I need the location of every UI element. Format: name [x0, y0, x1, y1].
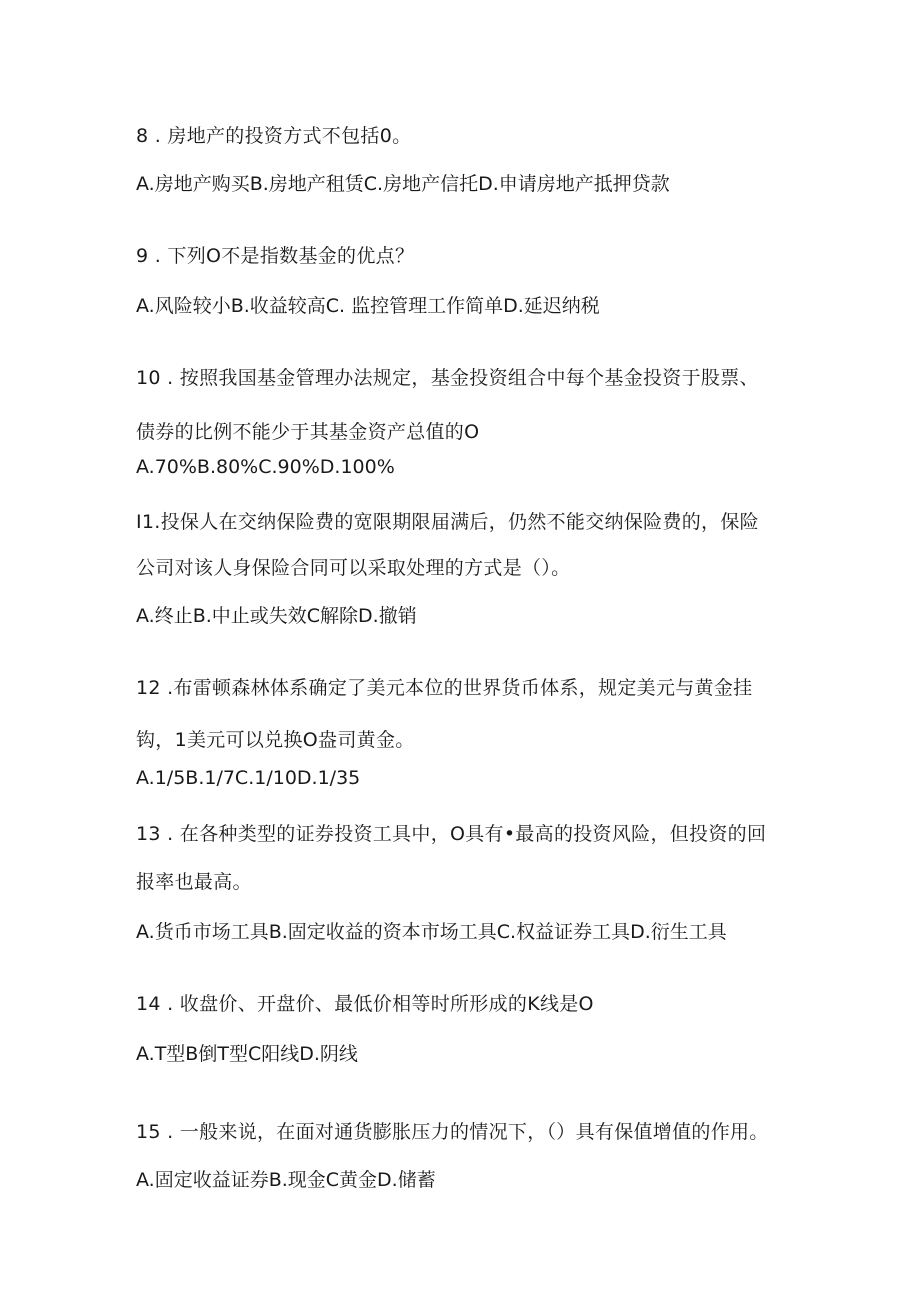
question-8-options: A.房地产购买B.房地产租赁C.房地产信托D.申请房地产抵押贷款 — [136, 173, 670, 195]
question-15-options: A.固定收益证券B.现金C黄金D.储蓄 — [136, 1169, 436, 1191]
question-10-stem-line-1: 10 . 按照我国基金管理办法规定，基金投资组合中每个基金投资于股票、 — [136, 367, 759, 389]
question-12-options: A.1/5B.1/7C.1/10D.1/35 — [136, 767, 361, 789]
question-14-options: A.T型B倒T型C阳线D.阴线 — [136, 1043, 358, 1065]
question-14-stem: 14 . 收盘价、开盘价、最低价相等时所形成的K线是O — [136, 993, 594, 1015]
question-9-options: A.风险较小B.收益较高C. 监控管理工作简单D.延迟纳税 — [136, 295, 600, 317]
question-11-stem-line-2: 公司对该人身保险合同可以采取处理的方式是（）。 — [136, 557, 571, 579]
question-8-stem: 8 . 房地产的投资方式不包括0。 — [136, 125, 412, 147]
question-13-options: A.货币市场工具B.固定收益的资本市场工具C.权益证券工具D.衍生工具 — [136, 921, 727, 943]
question-13-stem-line-2: 报率也最高。 — [136, 871, 252, 893]
question-15-stem: 15 . 一般来说，在面对通货膨胀压力的情况下，（）具有保值增值的作用。 — [136, 1121, 769, 1143]
question-11-options: A.终止B.中止或失效C解除D.撤销 — [136, 605, 417, 627]
question-12-stem-line-2: 钩，1美元可以兑换O盎司黄金。 — [136, 729, 415, 751]
question-11-stem-line-1: I1.投保人在交纳保险费的宽限期限届满后，仍然不能交纳保险费的，保险 — [136, 511, 759, 533]
question-10-stem-line-2: 债券的比例不能少于其基金资产总值的O — [136, 421, 480, 443]
question-12-stem-line-1: 12 .布雷顿森林体系确定了美元本位的世界货币体系，规定美元与黄金挂 — [136, 677, 753, 699]
question-13-stem-line-1: 13 . 在各种类型的证券投资工具中，O具有•最高的投资风险，但投资的回 — [136, 823, 767, 845]
question-10-options: A.70%B.80%C.90%D.100% — [136, 456, 395, 478]
question-9-stem: 9 . 下列O不是指数基金的优点？ — [136, 245, 415, 267]
